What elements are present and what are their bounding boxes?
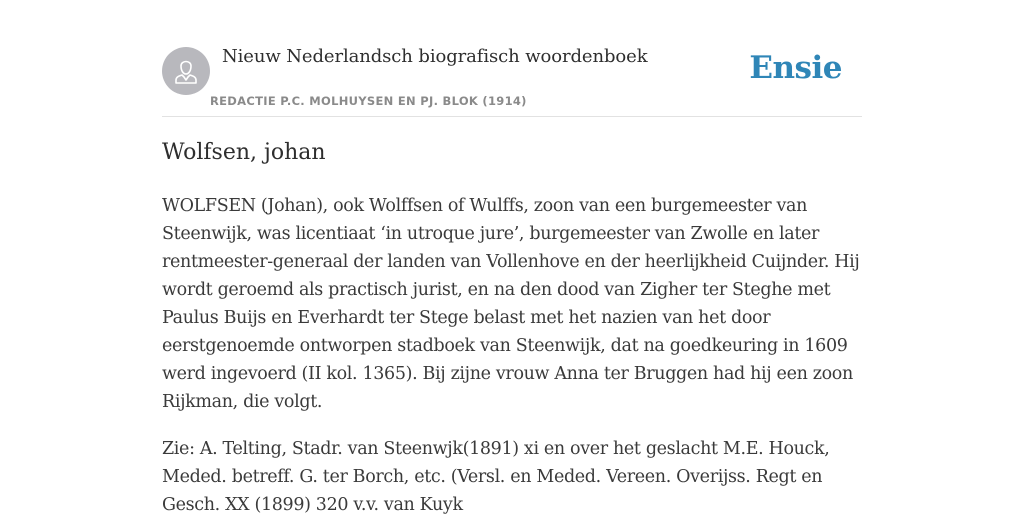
book-editors: REDACTIE P.C. MOLHUYSEN EN PJ. BLOK (1914) <box>210 94 527 108</box>
article-sources: Zie: A. Telting, Stadr. van Steenwjk(1891) xi en over het geslacht M.E. Houck, Meded. betreff. G. ter Borch, etc. (Versl. en Meded. Vereen. Overijss. Regt en Gesch. XX (1899) 320 v.v. van Kuyk <box>162 439 830 515</box>
page <box>162 0 862 515</box>
book-title[interactable]: Nieuw Nederlandsch biografisch woordenboek <box>222 46 648 67</box>
header <box>162 0 862 117</box>
avatar-graphic <box>162 47 210 95</box>
article-body: WOLFSEN (Johan), ook Wolffsen of Wulffs, zoon van een burgemeester van Steenwijk, was licentiaat ‘in utroque jure’, burgemeester van Zwolle en later rentmeester-generaal der landen van Vollenhove en der heerlijkheid Cuijnder. Hij wordt geroemd als practisch jurist, en na den dood van Zigher ter Steghe met Paulus Buijs en Everhardt ter Stege belast met het nazien van het door eerstgenoemde ontworpen stadboek van Steenwijk, dat na goedkeuring in 1609 werd ingevoerd (II kol. 1365). Bij zijne vrouw Anna ter Bruggen had hij een zoon Rijkman, die volgt. <box>162 196 860 412</box>
user-silhouette-icon[interactable] <box>162 47 210 95</box>
article-title: Wolfsen, johan <box>162 140 326 165</box>
brand-logo[interactable]: Ensie <box>749 50 842 86</box>
